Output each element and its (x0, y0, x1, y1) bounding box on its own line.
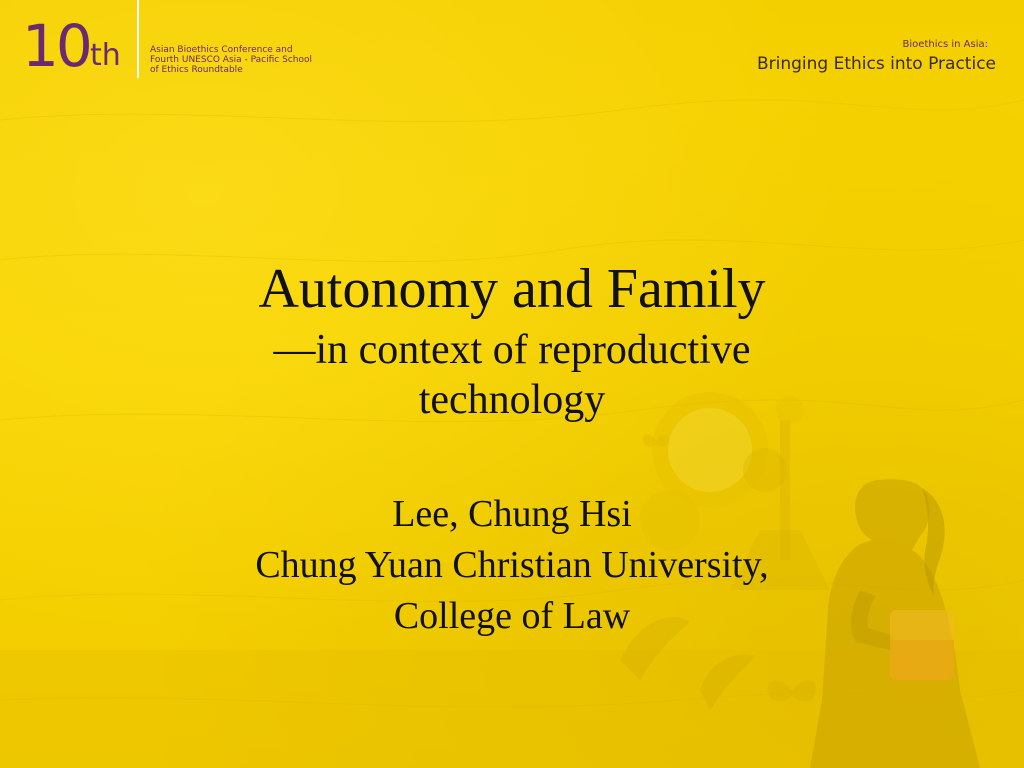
conference-name (150, 45, 350, 75)
conference-name-line: Asian Bioethics Conference and (150, 45, 293, 55)
title-block (0, 253, 1024, 425)
conference-name-line: of Ethics Roundtable (150, 65, 243, 75)
author-block (0, 489, 1024, 642)
conference-ordinal-suffix: th (90, 38, 121, 73)
conference-number: 10 (22, 12, 90, 80)
conference-name-line: Fourth UNESCO Asia - Pacific School (150, 55, 312, 65)
affiliation-line: College of Law (393, 595, 631, 637)
slide-title: Autonomy and Family (258, 258, 766, 320)
slide-subtitle-line: —in context of reproductive (273, 327, 751, 373)
slide-subtitle-line: technology (418, 377, 606, 423)
tagline-small: Bioethics in Asia: (902, 39, 988, 50)
logo-divider (137, 0, 139, 78)
affiliation-line: Chung Yuan Christian University, (255, 544, 769, 586)
tagline-main: Bringing Ethics into Practice (756, 54, 996, 74)
author-name: Lee, Chung Hsi (392, 493, 632, 535)
